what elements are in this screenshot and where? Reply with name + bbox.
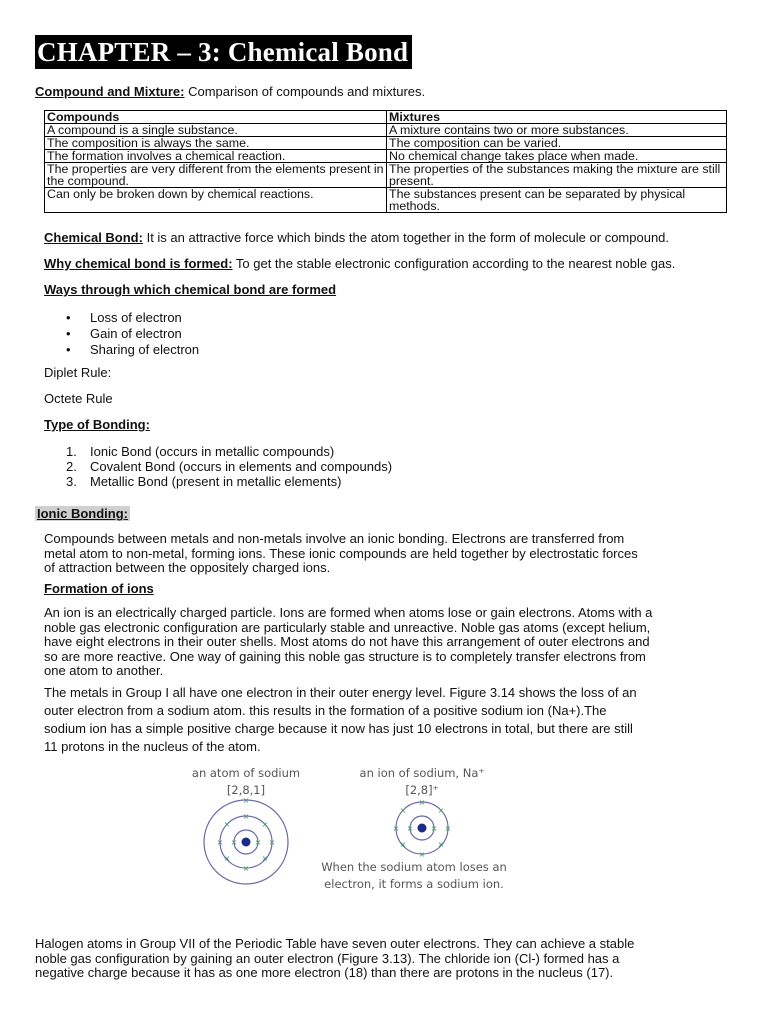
- halogen-paragraph: Halogen atoms in Group VII of the Periodic Table have seven outer electrons. They can achieve a stable noble gas configuration by gaining an outer electron (Figure 3.13). The chloride ion (Cl-) formed has a negative charge because it has as one more electron (18) than there are protons in the nucleus (17).: [35, 936, 635, 980]
- table-cell: The properties of the substances making the mixture are still present.: [387, 163, 727, 188]
- formation-heading: Formation of ions: [44, 581, 154, 596]
- svg-text:×: ×: [437, 840, 445, 849]
- table-cell: A compound is a single substance.: [45, 124, 387, 137]
- table-header-compounds: Compounds: [45, 111, 387, 124]
- svg-text:×: ×: [444, 824, 452, 833]
- svg-text:×: ×: [242, 864, 250, 873]
- list-item: • Loss of electron: [66, 310, 182, 325]
- comparison-table: [44, 110, 727, 213]
- formation-paragraph-1: An ion is an electrically charged particle. Ions are formed when atoms lose or gain electrons. Atoms with a noble gas electronic configuration are particularly stable and unreactive. Noble gas atoms (except helium, have eight electrons in their outer shells. Most atoms do not have this arrangement of outer electrons and so are more reactive. One way of gaining this noble gas structure is to completely transfer electrons from one atom to another.: [44, 605, 653, 678]
- table-header-mixtures: Mixtures: [387, 111, 727, 124]
- list-item: • Sharing of electron: [66, 342, 200, 357]
- sodium-ion-diagram: [393, 798, 452, 859]
- bullet-icon: •: [66, 342, 71, 357]
- table-cell: The substances present can be separated by physical methods.: [387, 188, 727, 213]
- table-cell: The composition is always the same.: [45, 137, 387, 150]
- table-row: [45, 163, 727, 188]
- ion-config: [2,8]⁺: [405, 783, 439, 797]
- svg-text:×: ×: [261, 854, 269, 863]
- table-header-row: [45, 111, 727, 124]
- svg-text:×: ×: [242, 796, 250, 805]
- table-row: [45, 188, 727, 213]
- types-list: [44, 444, 392, 489]
- svg-text:×: ×: [418, 798, 426, 807]
- ionic-bonding-heading: Ionic Bonding:: [37, 506, 128, 521]
- svg-text:×: ×: [261, 820, 269, 829]
- bullet-icon: •: [66, 310, 71, 325]
- bullet-icon: •: [66, 326, 71, 341]
- svg-text:×: ×: [418, 850, 426, 859]
- page-title: CHAPTER – 3: Chemical Bond: [35, 35, 412, 69]
- svg-text:×: ×: [254, 838, 262, 847]
- list-item: 2. Covalent Bond (occurs in elements and compounds): [66, 459, 393, 474]
- svg-text:×: ×: [268, 838, 276, 847]
- chemical-bond-label: Chemical Bond:: [44, 230, 143, 245]
- table-cell: A mixture contains two or more substances.: [387, 124, 727, 137]
- table-row: [45, 124, 727, 137]
- svg-text:×: ×: [406, 824, 414, 833]
- svg-text:×: ×: [430, 824, 438, 833]
- svg-text:×: ×: [230, 838, 238, 847]
- table-row: [45, 137, 727, 150]
- ion-label: an ion of sodium, Na⁺: [359, 766, 485, 780]
- ways-heading: Ways through which chemical bond are formed: [44, 282, 337, 297]
- svg-text:×: ×: [242, 812, 250, 821]
- svg-text:×: ×: [437, 806, 445, 815]
- ways-list: [44, 310, 199, 358]
- chemical-bond-text: It is an attractive force which binds the atom together in the form of molecule or compound.: [142, 230, 670, 245]
- atom-label: an atom of sodium: [191, 766, 301, 780]
- compound-mixture-text: Comparison of compounds and mixtures.: [184, 84, 426, 99]
- table-row: [45, 150, 727, 163]
- list-item: • Gain of electron: [66, 326, 182, 341]
- why-formed-text: To get the stable electronic configuration according to the nearest noble gas.: [232, 256, 676, 271]
- svg-text:×: ×: [223, 854, 231, 863]
- formation-paragraph-2: The metals in Group I all have one electron in their outer energy level. Figure 3.14 shows the loss of an outer electron from a sodium atom. this results in the formation of a positive sodium ion (Na+).The sodium ion has a simple positive charge because it now has just 10 electrons in total, but there are still 11 protons in the nucleus of the atom.: [44, 685, 637, 754]
- why-formed-line: [44, 256, 675, 271]
- atom-config: [2,8,1]: [226, 783, 266, 797]
- table-cell: The properties are very different from the elements present in the compound.: [45, 163, 387, 188]
- sodium-atom-diagram: [204, 796, 288, 884]
- svg-text:×: ×: [216, 838, 224, 847]
- svg-text:×: ×: [399, 806, 407, 815]
- figure-caption-line2: electron, it forms a sodium ion.: [324, 877, 504, 891]
- sodium-ion-figure: [180, 760, 550, 900]
- svg-text:×: ×: [223, 820, 231, 829]
- svg-text:×: ×: [392, 824, 400, 833]
- octete-rule: Octete Rule: [44, 391, 113, 406]
- ionic-paragraph: Compounds between metals and non-metals involve an ionic bonding. Electrons are transferred from metal atom to non-metal, forming ions. These ionic compounds are held together by electrostatic forces of attraction between the oppositely charged ions.: [44, 531, 638, 575]
- types-heading: Type of Bonding:: [44, 417, 150, 432]
- table-cell: The composition can be varied.: [387, 137, 727, 150]
- table-cell: Can only be broken down by chemical reactions.: [45, 188, 387, 213]
- table-cell: The formation involves a chemical reaction.: [45, 150, 387, 163]
- diplet-rule: Diplet Rule:: [44, 365, 112, 380]
- table-cell: No chemical change takes place when made.: [387, 150, 727, 163]
- compound-mixture-line: [35, 84, 425, 99]
- figure-caption-line1: When the sodium atom loses an: [321, 860, 507, 874]
- compound-mixture-label: Compound and Mixture:: [35, 84, 185, 99]
- svg-text:×: ×: [399, 840, 407, 849]
- chemical-bond-line: [44, 230, 669, 245]
- why-formed-label: Why chemical bond is formed:: [44, 256, 233, 271]
- list-item: 3. Metallic Bond (present in metallic elements): [66, 474, 342, 489]
- list-item: 1. Ionic Bond (occurs in metallic compounds): [66, 444, 335, 459]
